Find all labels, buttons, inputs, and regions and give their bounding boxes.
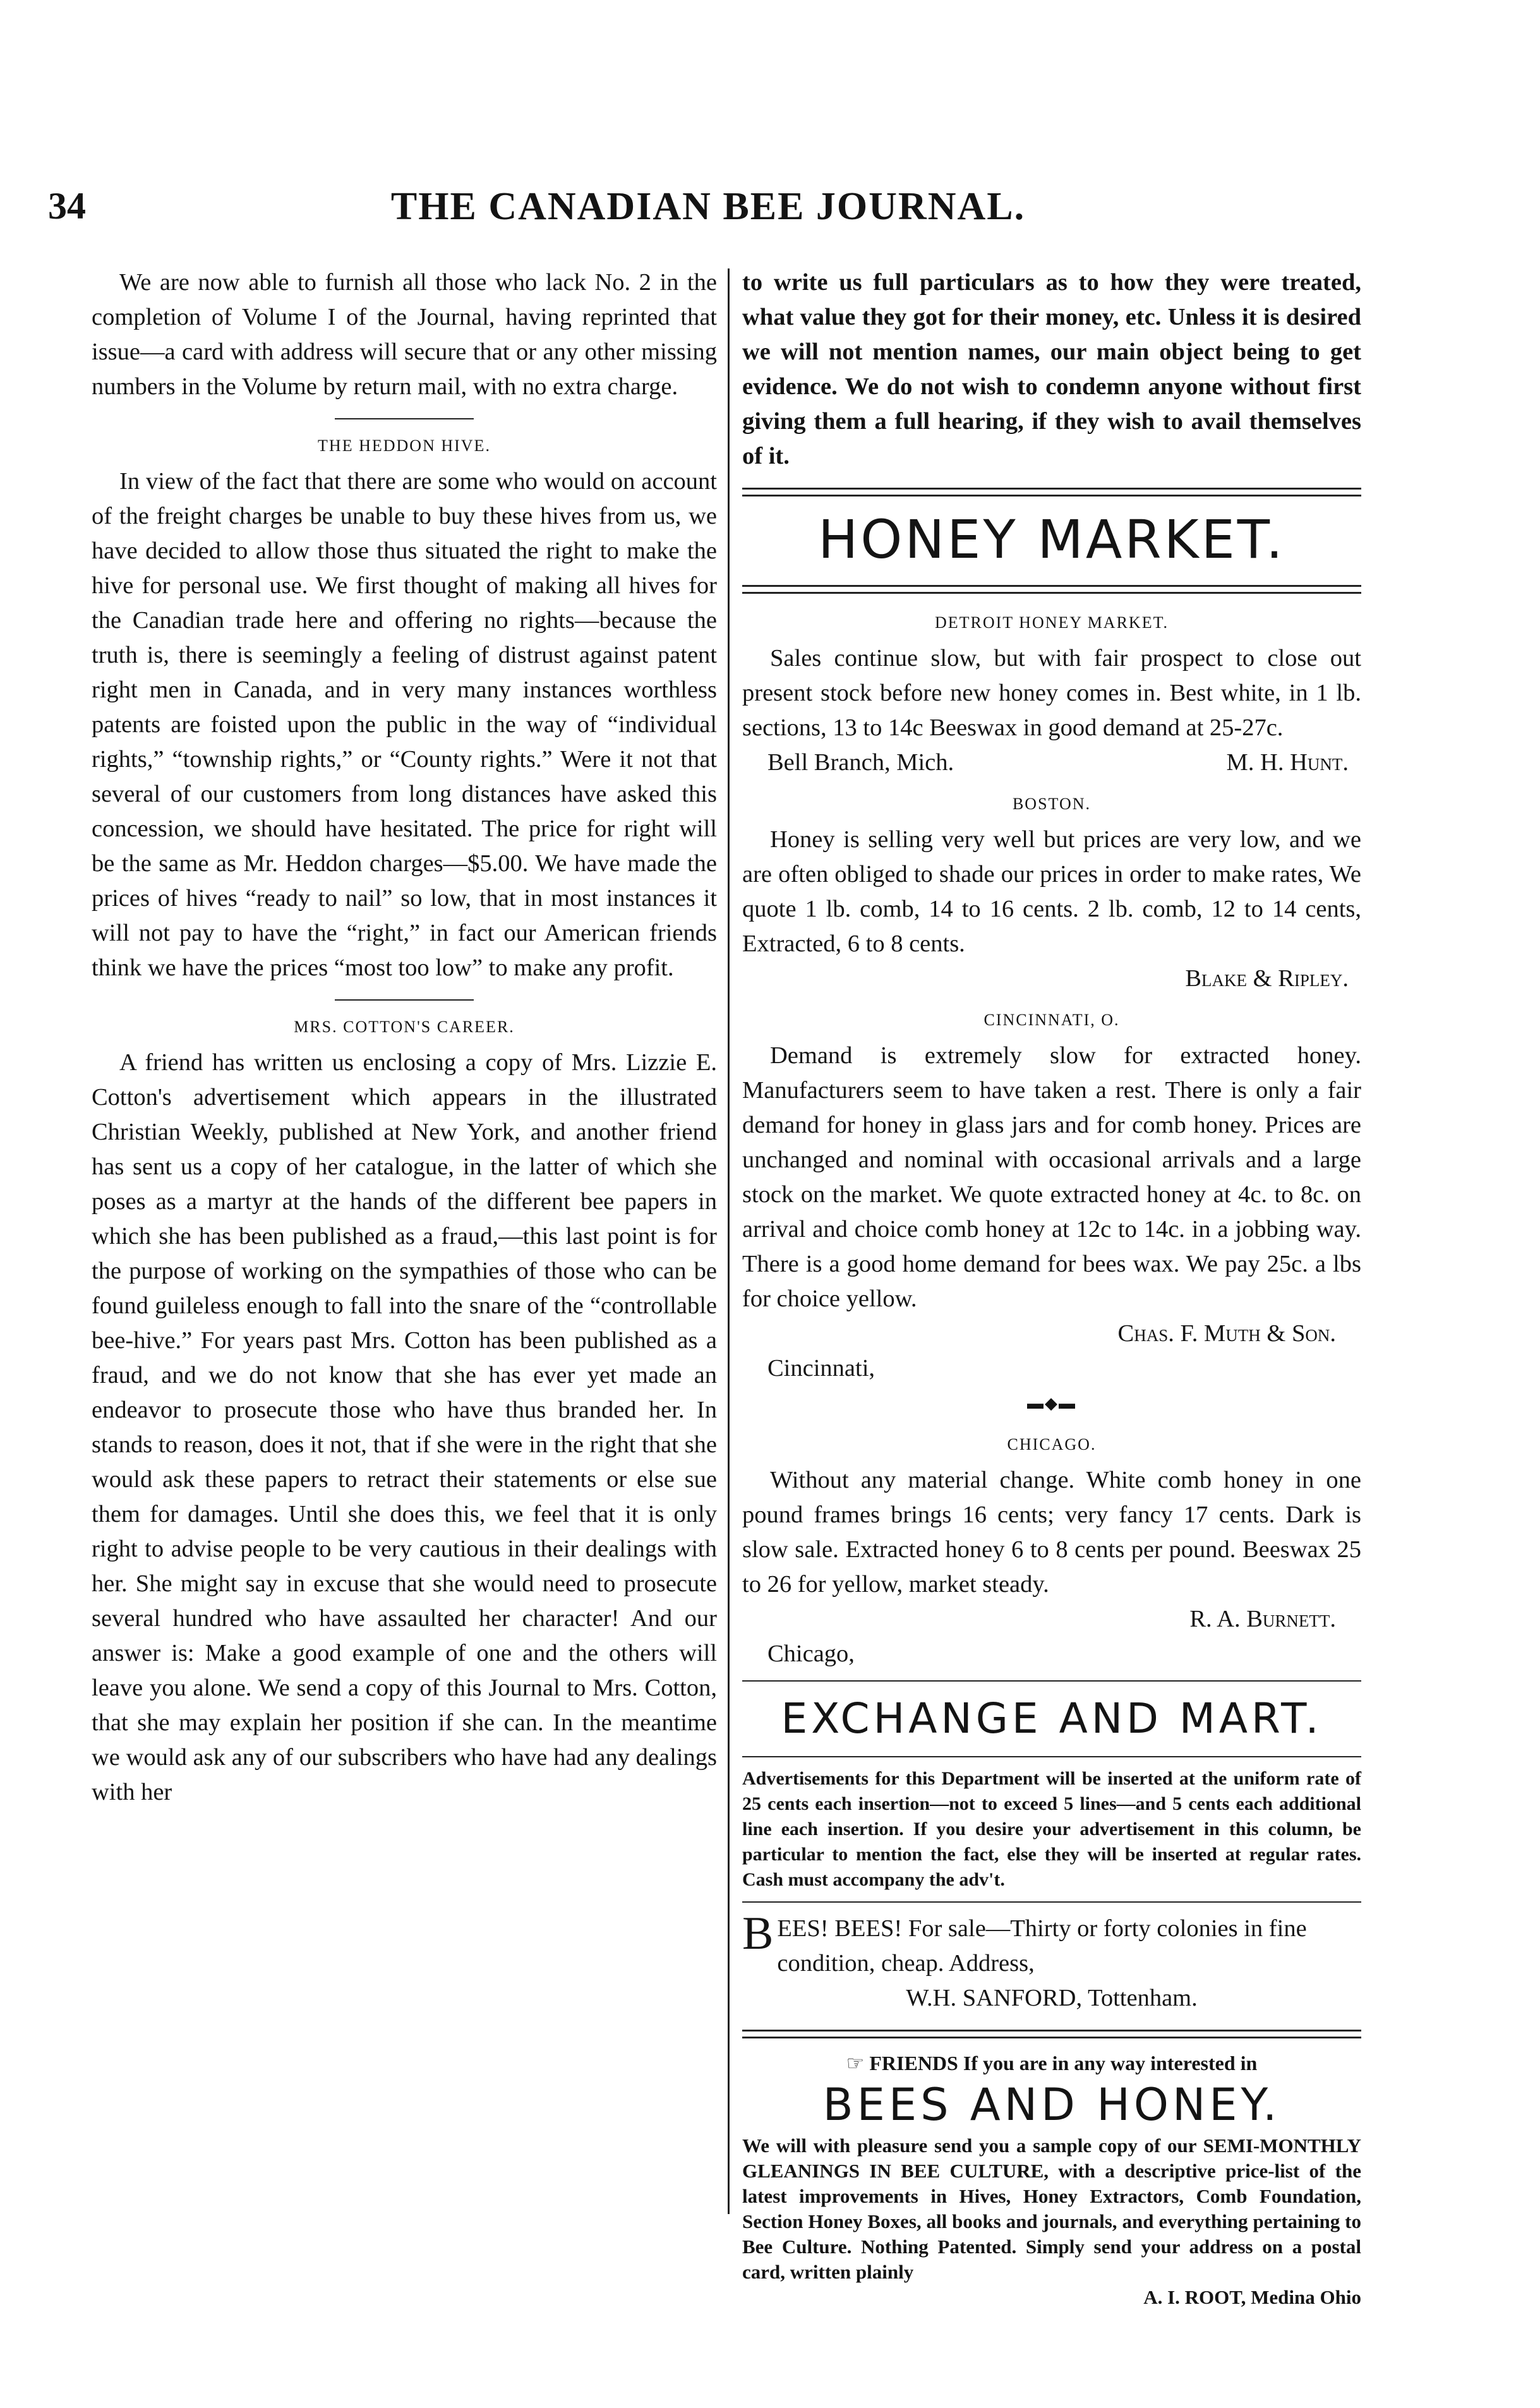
exchange-mart-title: EXCHANGE AND MART. xyxy=(781,1694,1323,1743)
double-rule xyxy=(742,2030,1361,2038)
pointing-hand-icon: ☞ xyxy=(846,2052,865,2074)
heddon-hive-heading: THE HEDDON HIVE. xyxy=(318,436,491,455)
friends-advertisement xyxy=(742,2050,1361,2310)
cincinnati-signature: Chas. F. Muth & Son. xyxy=(1117,1320,1336,1347)
section-divider xyxy=(742,1901,1361,1903)
left-column xyxy=(92,265,717,1810)
section-divider xyxy=(335,999,474,1001)
detroit-signoff xyxy=(742,745,1361,780)
double-rule xyxy=(742,585,1361,594)
page-number: 34 xyxy=(48,185,86,227)
cincinnati-heading: CINCINNATI, O. xyxy=(984,1011,1120,1029)
section-divider xyxy=(335,418,474,419)
exchange-notice: Advertisements for this Department will be inserted at the uniform rate of 25 cents each insertion—not to exceed 5 lines—and 5 cents each additional line each insertion. If you desire your advertisement in this column, be particular to mention the fact, else they will be inserted at regular rates. Cash must accompany the adv't. xyxy=(742,1768,1361,1890)
bees-advertisement xyxy=(742,1911,1361,2016)
double-rule xyxy=(742,488,1361,497)
chicago-signature: R. A. Burnett. xyxy=(1189,1606,1336,1632)
cotton-career-heading: MRS. COTTON'S CAREER. xyxy=(294,1018,515,1036)
friends-ad-signature: A. I. ROOT, Medina Ohio xyxy=(1143,2286,1361,2308)
ornament-divider: ▬◆▬ xyxy=(1027,1394,1076,1412)
column-divider xyxy=(728,268,730,2214)
bees-ad-text: EES! BEES! For sale—Thirty or forty colonies in fine condition, cheap. Address, xyxy=(777,1915,1307,1977)
boston-heading: BOSTON. xyxy=(1012,795,1092,813)
intro-paragraph: We are now able to furnish all those who lack No. 2 in the completion of Volume I of the Journal, having reprinted that issue—a card with address will secure that or any other missing numbers in the Volume by return mail, with no extra charge. xyxy=(92,269,717,400)
friends-lead: FRIENDS xyxy=(869,2052,958,2074)
chicago-heading: CHICAGO. xyxy=(1007,1435,1097,1454)
heddon-hive-body: In view of the fact that there are some who would on account of the freight charges be unable to buy these hives from us, we have decided to allow those thus situated the right to make the hive for personal use. We first thought of making all hives for the Canadian trade here and offering no rights—because the truth is, there is seemingly a feeling of distrust against patent right men in Canada, and in very many instances worthless patents are foisted upon the public in the way of “individual rights,” “township rights,” or “County rights.” Were it not that several of our customers from long distances have asked this concession, we should have hesitated. The price for right will be the same as Mr. Heddon charges—$5.00. We have made the prices of hives “ready to nail” so low, that in most instances it will not pay to have the “right,” in fact our American friends think we have the prices “most too low” to make any profit. xyxy=(92,468,717,981)
running-header xyxy=(48,184,1368,235)
chicago-place: Chicago, xyxy=(767,1640,855,1667)
section-divider xyxy=(742,1680,1361,1682)
cotton-continued: to write us full particulars as to how they were treated, what value they got for their money, etc. Unless it is desired we will not mention names, our main object being to get evidence. We do not wish to condemn anyone without first giving them a full hearing, if they wish to avail themselves of it. xyxy=(742,269,1361,469)
detroit-body: Sales continue slow, but with fair prospect to close out present stock before new honey comes in. Best white, in 1 lb. sections, 13 to 14c Beeswax in good demand at 25-27c. xyxy=(742,645,1361,741)
cotton-career-body: A friend has written us enclosing a copy of Mrs. Lizzie E. Cotton's advertisement which appears in the illustrated Christian Weekly, published at New York, and another friend has sent us a copy of her catalogue, in the latter of which she poses as a martyr at the hands of the different bee papers in which she has been published as a fraud,—this last point is for the purpose of working on the sympathies of those who can be found guileless enough to fall into the snare of the “controllable bee-hive.” For years past Mrs. Cotton has been published as a fraud, and we do not know that she has ever yet made an endeavor to prosecute those who have thus branded her. In stands to reason, does it not, that if she were in the right that she would ask these papers to retract their statements or else sue them for damages. Until she does this, we feel that it is only right to advise people to be very cautious in their dealings with her. She might say in excuse that she would need to prosecute several hundred who have assaulted her character! And our answer is: Make a good example of one and the others will leave you alone. We send a copy of this Journal to Mrs. Cotton, that she may explain her position if she can. In the meantime we would ask any of our subscribers who have had any dealings with her xyxy=(92,1049,717,1805)
friends-ad-body: We will with pleasure send you a sample copy of our SEMI-MONTHLY GLEANINGS IN BEE CULTURE, with a descriptive price-list of the latest improvements in Hives, Honey Extractors, Comb Foundation, Section Honey Boxes, all books and journals, and everything pertaining to Bee Culture. Nothing Patented. Simply send your address on a postal card, written plainly xyxy=(742,2134,1361,2283)
cincinnati-place: Cincinnati, xyxy=(767,1355,875,1382)
friends-lead-rest: If you are in any way interested in xyxy=(963,2052,1258,2074)
bees-and-honey-title: BEES AND HONEY. xyxy=(822,2079,1281,2131)
chicago-body: Without any material change. White comb honey in one pound frames brings 16 cents; very fancy 17 cents. Dark is slow sale. Extracted honey 6 to 8 cents per pound. Beeswax 25 to 26 for yellow, market steady. xyxy=(742,1467,1361,1598)
boston-signature: Blake & Ripley. xyxy=(1185,965,1349,992)
detroit-place: Bell Branch, Mich. xyxy=(767,749,954,776)
cincinnati-body: Demand is extremely slow for extracted honey. Manufacturers seem to have taken a rest. There is only a fair demand for honey in glass jars and for comb honey. Prices are unchanged and nominal with occasional arrivals and a large stock on the market. We quote extracted honey at 4c. to 8c. on arrival and choice comb honey at 12c to 14c. in a jobbing way. There is a good home demand for bees wax. We pay 25c. a lbs for choice yellow. xyxy=(742,1042,1361,1312)
right-column xyxy=(742,265,1361,2310)
detroit-signature: M. H. Hunt. xyxy=(1226,749,1349,776)
journal-title: THE CANADIAN BEE JOURNAL. xyxy=(390,185,1026,228)
section-divider xyxy=(742,1756,1361,1757)
honey-market-title: HONEY MARKET. xyxy=(818,509,1285,570)
friends-lead-line xyxy=(742,2050,1361,2076)
detroit-heading: DETROIT HONEY MARKET. xyxy=(934,613,1169,632)
bees-ad-signature: W.H. SANFORD, Tottenham. xyxy=(906,1985,1198,2011)
boston-body: Honey is selling very well but prices are very low, and we are often obliged to shade our prices in order to make rates, We quote 1 lb. comb, 14 to 16 cents. 2 lb. comb, 12 to 14 cents, Extracted, 6 to 8 cents. xyxy=(742,826,1361,957)
drop-cap: B xyxy=(742,1911,774,1960)
